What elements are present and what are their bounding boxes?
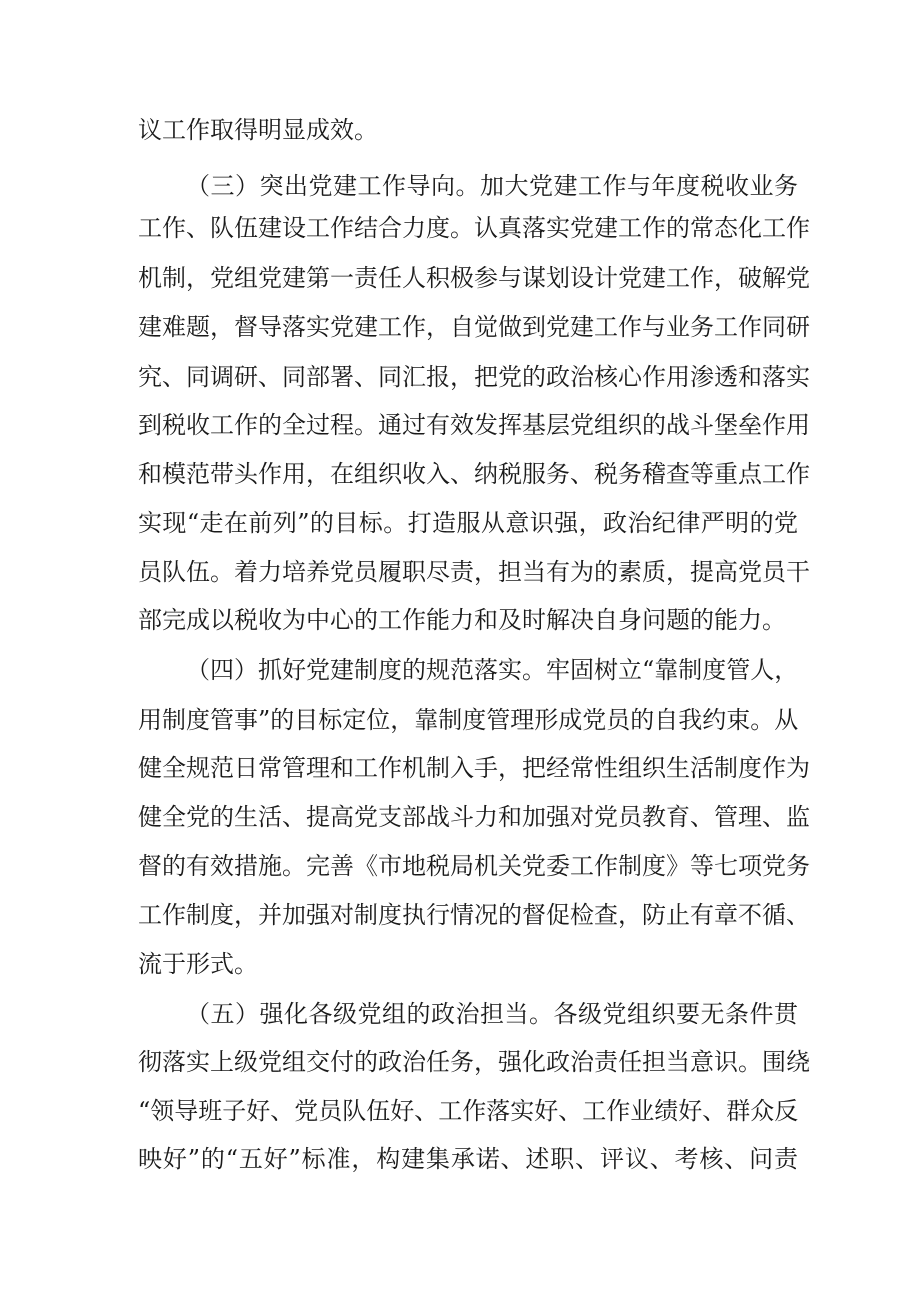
text-line: 和模范带头作用，在组织收入、纳税服务、税务稽查等重点工作 (138, 460, 810, 488)
section-heading-line: （四）抓好党建制度的规范落实。牢固树立“靠制度管人， (186, 656, 799, 684)
text-line: 督的有效措施。完善《市地税局机关党委工作制度》等七项党务 (138, 852, 810, 880)
text-line: 议工作取得明显成效。 (138, 116, 378, 144)
text-line: 工作、队伍建设工作结合力度。认真落实党建工作的常态化工作 (138, 214, 810, 242)
text-line: 究、同调研、同部署、同汇报，把党的政治核心作用渗透和落实 (138, 363, 810, 391)
text-line: 机制，党组党建第一责任人积极参与谋划设计党建工作，破解党 (138, 264, 810, 292)
text-line: “领导班子好、党员队伍好、工作落实好、工作业绩好、群众反 (138, 1097, 799, 1125)
section-heading-line: （五）强化各级党组的政治担当。各级党组织要无条件贯 (186, 1000, 798, 1028)
text-line: 用制度管事”的目标定位，靠制度管理形成党员的自我约束。从 (138, 706, 799, 734)
text-line: 部完成以税收为中心的工作能力和及时解决自身问题的能力。 (138, 606, 786, 634)
text-line: 彻落实上级党组交付的政治任务，强化政治责任担当意识。围绕 (138, 1048, 810, 1076)
text-line: 到税收工作的全过程。通过有效发挥基层党组织的战斗堡垒作用 (138, 411, 810, 439)
text-line: 健全党的生活、提高党支部战斗力和加强对党员教育、管理、监 (138, 803, 810, 831)
text-line: 建难题，督导落实党建工作，自觉做到党建工作与业务工作同研 (138, 313, 810, 341)
text-line: 工作制度，并加强对制度执行情况的督促检查，防止有章不循、 (138, 901, 810, 929)
text-line: 健全规范日常管理和工作机制入手，把经常性组织生活制度作为 (138, 754, 810, 782)
text-line: 流于形式。 (138, 950, 258, 978)
text-line: 映好”的“五好”标准，构建集承诺、述职、评议、考核、问责 (138, 1145, 798, 1173)
text-line: 员队伍。着力培养党员履职尽责，担当有为的素质，提高党员干 (138, 558, 810, 586)
text-line: 实现“走在前列”的目标。打造服从意识强，政治纪律严明的党 (138, 509, 798, 537)
section-heading-line: （三）突出党建工作导向。加大党建工作与年度税收业务 (186, 172, 798, 200)
